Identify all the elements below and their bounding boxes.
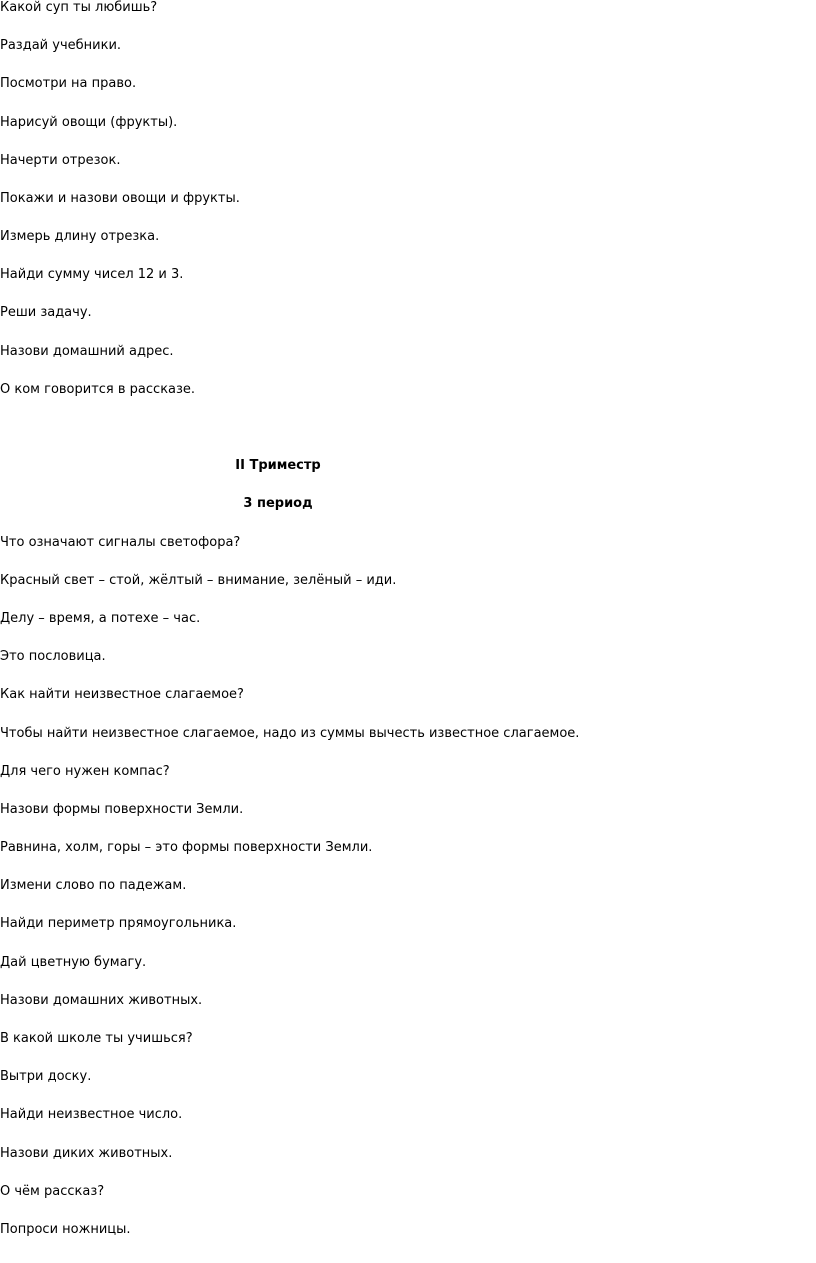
- text-line: Найди периметр прямоугольника.: [0, 916, 237, 931]
- text-line: Назови диких животных.: [0, 1146, 173, 1161]
- text-line: Измени слово по падежам.: [0, 878, 187, 893]
- text-line: Дай цветную бумагу.: [0, 955, 147, 970]
- text-line: Начерти отрезок.: [0, 153, 121, 168]
- text-line: Покажи и назови овощи и фрукты.: [0, 191, 240, 206]
- text-line: Назови формы поверхности Земли.: [0, 802, 244, 817]
- text-line: Назови домашний адрес.: [0, 344, 174, 359]
- text-line: Назови домашних животных.: [0, 993, 203, 1008]
- text-line: Чтобы найти неизвестное слагаемое, надо из суммы вычесть известное слагаемое.: [0, 726, 580, 741]
- text-line: Равнина, холм, горы – это формы поверхности Земли.: [0, 840, 373, 855]
- text-line: Реши задачу.: [0, 305, 92, 320]
- text-line: Для чего нужен компас?: [0, 764, 170, 779]
- text-line: Посмотри на право.: [0, 76, 137, 91]
- text-line: О чём рассказ?: [0, 1184, 105, 1199]
- text-line: В какой школе ты учишься?: [0, 1031, 193, 1046]
- section-heading-period: 3 период: [243, 496, 313, 511]
- text-line: О ком говорится в рассказе.: [0, 382, 196, 397]
- text-line: Как найти неизвестное слагаемое?: [0, 687, 244, 702]
- section-heading-trimester: II Триместр: [235, 458, 321, 473]
- text-line: Попроси ножницы.: [0, 1222, 131, 1237]
- text-line: Нарисуй овощи (фрукты).: [0, 115, 178, 130]
- text-line: Что означают сигналы светофора?: [0, 535, 241, 550]
- text-line: Измерь длину отрезка.: [0, 229, 160, 244]
- text-line: Найди сумму чисел 12 и 3.: [0, 267, 184, 282]
- text-line: Раздай учебники.: [0, 38, 122, 53]
- text-line: Красный свет – стой, жёлтый – внимание, зелёный – иди.: [0, 573, 397, 588]
- text-line: Найди неизвестное число.: [0, 1107, 183, 1122]
- text-line: Это пословица.: [0, 649, 106, 664]
- text-line: Вытри доску.: [0, 1069, 92, 1084]
- text-line: Какой суп ты любишь?: [0, 0, 158, 15]
- text-line: Делу – время, а потехе – час.: [0, 611, 201, 626]
